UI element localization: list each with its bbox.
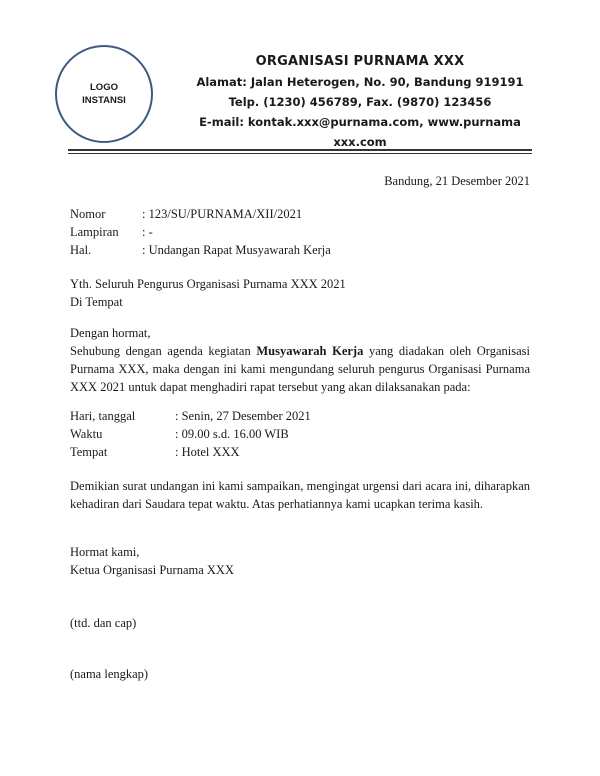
signature-placeholder: (ttd. dan cap)	[70, 616, 137, 630]
meta-value: : 123/SU/PURNAMA/XII/2021	[142, 207, 303, 221]
letter-date: Bandung, 21 Desember 2021	[384, 174, 530, 188]
meta-row-hal	[70, 241, 530, 259]
meta-label: Lampiran	[70, 225, 119, 239]
detail-row-date	[70, 407, 530, 425]
logo-text-line1: LOGO	[90, 82, 118, 93]
paragraph-closing: Demikian surat undangan ini kami sampaikan, mengingat urgensi dari acara ini, diharapkan kehadiran dari Saudara tepat waktu. Atas perhatiannya kami ucapkan terima kasih.	[70, 479, 530, 511]
meta-value: : Undangan Rapat Musyawarah Kerja	[142, 243, 331, 257]
organization-name: ORGANISASI PURNAMA XXX	[255, 54, 465, 69]
event-details	[70, 407, 530, 461]
meta-row-lampiran	[70, 223, 530, 241]
organization-email: E-mail: kontak.xxx@purnama.com, www.purnama xxx.com	[199, 115, 521, 149]
logo-placeholder	[55, 45, 153, 143]
recipient-line: Yth. Seluruh Pengurus Organisasi Purnama XXX 2021	[70, 277, 346, 291]
name-placeholder: (nama lengkap)	[70, 667, 149, 681]
organization-phone: Telp. (1230) 456789, Fax. (9870) 123456	[228, 95, 492, 109]
meta-label: Hal.	[70, 243, 92, 257]
letterhead	[190, 52, 530, 152]
recipient-location: Di Tempat	[70, 295, 123, 309]
greeting: Dengan hormat,	[70, 326, 151, 340]
detail-label: Hari, tanggal	[70, 409, 136, 423]
detail-value: : Senin, 27 Desember 2021	[175, 409, 311, 423]
detail-row-time	[70, 425, 530, 443]
logo-text-line2: INSTANSI	[82, 95, 126, 106]
detail-label: Waktu	[70, 427, 103, 441]
meta-label: Nomor	[70, 207, 106, 221]
event-name: Musyawarah Kerja	[256, 344, 364, 358]
detail-value: : 09.00 s.d. 16.00 WIB	[175, 427, 289, 441]
organization-address: Alamat: Jalan Heterogen, No. 90, Bandung 919191	[196, 75, 524, 89]
letterhead-divider	[68, 149, 532, 154]
paragraph-invitation	[70, 342, 530, 396]
paragraph-text: yang diadakan oleh Organisasi Purnama XXX, maka dengan ini kami mengundang seluruh pengurus Organisasi Purnama XXX 2021 untuk dapat menghadiri rapat tersebut yang akan dilaksanakan pada:	[70, 344, 530, 394]
meta-value: : -	[142, 225, 153, 239]
detail-value: : Hotel XXX	[175, 445, 240, 459]
paragraph-text: Sehubung dengan agenda kegiatan	[70, 344, 257, 358]
closing-salutation: Hormat kami,	[70, 545, 140, 559]
recipient-block	[70, 275, 346, 311]
meta-row-nomor	[70, 205, 530, 223]
detail-row-place	[70, 443, 530, 461]
detail-label: Tempat	[70, 445, 108, 459]
closing-block	[70, 543, 234, 579]
letter-meta	[70, 205, 530, 259]
closing-title: Ketua Organisasi Purnama XXX	[70, 563, 234, 577]
